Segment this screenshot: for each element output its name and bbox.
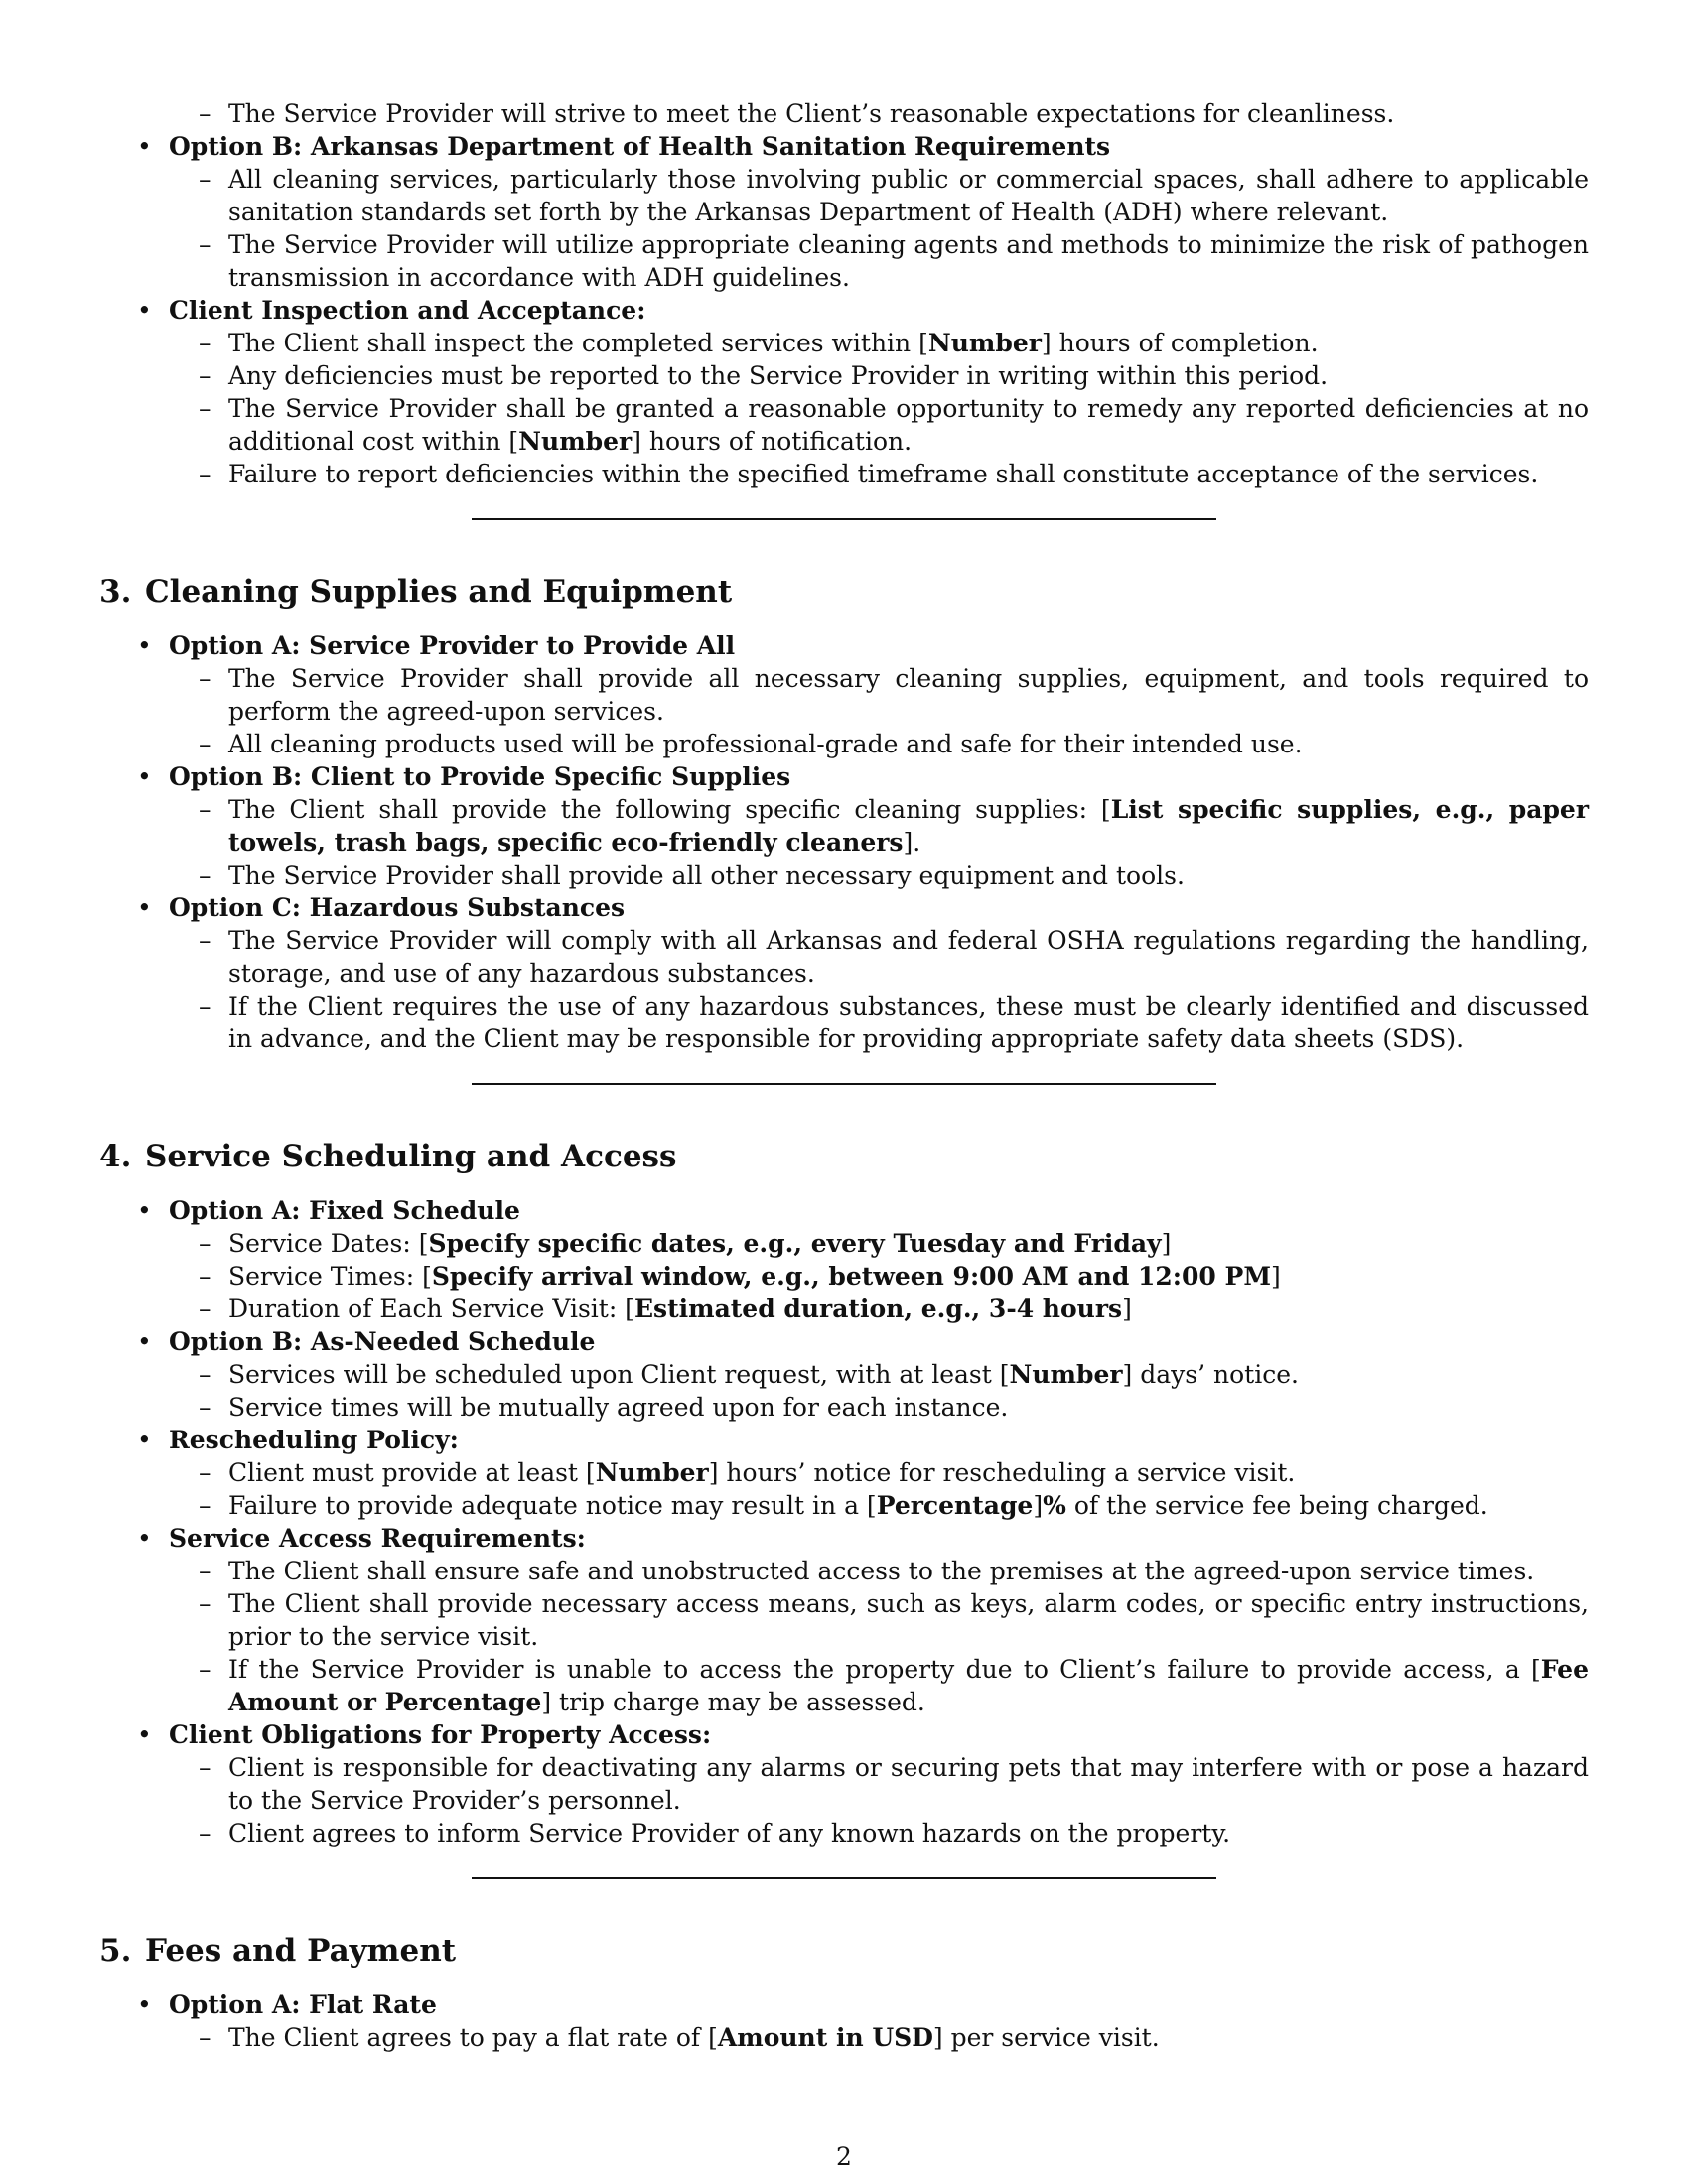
text: Service Times: [ [228,1262,432,1291]
text: If the Service Provider is unable to access the property due to Client’s failure to provide access, a [ [228,1655,1541,1684]
sub-item [99,1260,1589,1293]
sub-item [99,793,1589,859]
text: ] [1033,1491,1044,1520]
option-label: Option B: Client to Provide Specific Supplies [169,762,791,791]
text: Service times will be mutually agreed upon for each instance. [228,1393,1009,1422]
sub-item [99,1653,1589,1718]
bullet-item [99,1522,1589,1555]
text: Service Dates: [ [228,1229,429,1258]
bullet-item [99,1988,1589,2021]
sub-item [99,163,1589,228]
bullet-item [99,760,1589,793]
text: ] [1122,1295,1132,1323]
section-number: 4. [99,1139,132,1174]
sub-item [99,1293,1589,1325]
option-label: Service Access Requirements: [169,1524,586,1553]
text: ]. [903,828,921,857]
sub-item [99,662,1589,728]
text: ] hours of notification. [632,427,913,456]
sub-item [99,1817,1589,1849]
text: The Service Provider shall provide all necessary cleaning supplies, equipment, and tools required to perform the agreed-upon services. [228,664,1589,726]
sub-item [99,1489,1589,1522]
text: Client is responsible for deactivating any alarms or securing pets that may interfere with or pose a hazard to the Service Provider’s personnel. [228,1753,1589,1815]
placeholder-field: List specific supplies, e.g., paper towels, trash bags, specific eco-friendly cleaners [228,795,1590,857]
sub-item [99,327,1589,359]
placeholder-field: Amount in USD [717,2023,933,2052]
option-label: Rescheduling Policy: [169,1426,459,1454]
bullet-item [99,629,1589,662]
placeholder-field: Estimated duration, e.g., 3-4 hours [633,1295,1123,1323]
sub-item [99,859,1589,891]
placeholder-field: Number [595,1458,709,1487]
sub-item [99,458,1589,490]
text: Failure to report deficiencies within the specified timeframe shall constitute acceptance of the services. [228,460,1539,488]
sub-item [99,728,1589,760]
text: The Client shall ensure safe and unobstructed access to the premises at the agreed-upon service times. [228,1557,1535,1585]
text: The Client agrees to pay a flat rate of [ [228,2023,718,2052]
text: Duration of Each Service Visit: [ [228,1295,634,1323]
text: The Service Provider will strive to meet the Client’s reasonable expectations for cleanliness. [228,99,1395,128]
placeholder-field: Number [518,427,633,456]
page-number: 2 [836,2142,852,2171]
bullet-item [99,294,1589,327]
bullet-item [99,1718,1589,1751]
text: Services will be scheduled upon Client request, with at least [ [228,1360,1010,1389]
placeholder-field: Specify arrival window, e.g., between 9:00 AM and 12:00 PM [431,1262,1271,1291]
section-heading [99,1137,1589,1176]
option-label: Client Inspection and Acceptance: [169,296,646,325]
text: The Service Provider will utilize appropriate cleaning agents and methods to minimize the risk of pathogen transmission in accordance with ADH guidelines. [228,230,1589,292]
sub-item [99,1456,1589,1489]
bullet-item [99,1424,1589,1456]
text: of the service fee being charged. [1065,1491,1488,1520]
sub-item [99,924,1589,990]
sub-item [99,97,1589,130]
sub-item [99,2021,1589,2054]
text: Client agrees to inform Service Provider of any known hazards on the property. [228,1819,1231,1847]
option-label: Option A: Flat Rate [169,1990,437,2019]
sub-item [99,359,1589,392]
text: Failure to provide adequate notice may result in a [ [228,1491,877,1520]
section-title: Cleaning Supplies and Equipment [145,574,733,610]
sub-item [99,1751,1589,1817]
text: ] days’ notice. [1122,1360,1299,1389]
bullet-item [99,1194,1589,1227]
section-heading [99,1931,1589,1971]
placeholder-field: Number [927,329,1042,357]
text: ] [1271,1262,1281,1291]
bullet-item [99,891,1589,924]
percent-sign: % [1043,1491,1066,1520]
text: ] hours’ notice for rescheduling a service visit. [708,1458,1296,1487]
sub-item [99,392,1589,458]
placeholder-field: Specify specific dates, e.g., every Tuesday and Friday [428,1229,1162,1258]
sub-item [99,1587,1589,1653]
sub-item [99,990,1589,1055]
text: The Service Provider shall provide all other necessary equipment and tools. [228,861,1185,889]
placeholder-field: Fee Amount or Percentage [228,1655,1589,1716]
option-label: Option A: Fixed Schedule [169,1196,520,1225]
section-title: Service Scheduling and Access [145,1139,677,1174]
text: The Service Provider will comply with all Arkansas and federal OSHA regulations regarding the handling, storage, and use of any hazardous substances. [228,926,1589,988]
document-page [99,97,1589,2054]
option-label: Option A: Service Provider to Provide All [169,631,736,660]
sub-item [99,1391,1589,1424]
bullet-item [99,130,1589,163]
placeholder-field: Number [1009,1360,1123,1389]
sub-item [99,1227,1589,1260]
section-heading [99,572,1589,612]
text: All cleaning services, particularly those involving public or commercial spaces, shall adhere to applicable sanitation standards set forth by the Arkansas Department of Health (ADH) where relevant. [228,165,1589,226]
bullet-item [99,1325,1589,1358]
option-label: Option B: As-Needed Schedule [169,1327,596,1356]
text: ] [1161,1229,1172,1258]
section-divider [472,1877,1216,1879]
text: Any deficiencies must be reported to the Service Provider in writing within this period. [228,361,1329,390]
section-title: Fees and Payment [145,1933,457,1969]
text: The Service Provider shall be granted a reasonable opportunity to remedy any reported deficiencies at no additional cost within [ [228,394,1589,456]
section-divider [472,518,1216,520]
text: The Client shall provide the following specific cleaning supplies: [ [228,795,1111,824]
option-label: Option B: Arkansas Department of Health Sanitation Requirements [169,132,1111,161]
text: The Client shall inspect the completed services within [ [228,329,928,357]
text: ] hours of completion. [1041,329,1319,357]
section-divider [472,1083,1216,1085]
option-label: Option C: Hazardous Substances [169,893,626,922]
text: Client must provide at least [ [228,1458,596,1487]
sub-item [99,228,1589,294]
placeholder-field: Percentage [876,1491,1034,1520]
section-number: 5. [99,1933,132,1969]
text: The Client shall provide necessary access means, such as keys, alarm codes, or specific entry instructions, prior to the service visit. [228,1589,1589,1651]
sub-item [99,1555,1589,1587]
text: ] per service visit. [932,2023,1160,2052]
text: All cleaning products used will be professional-grade and safe for their intended use. [228,730,1303,758]
text: ] trip charge may be assessed. [541,1688,925,1716]
text: If the Client requires the use of any hazardous substances, these must be clearly identified and discussed in advance, and the Client may be responsible for providing appropriate safety data sheets (SDS). [228,992,1589,1053]
option-label: Client Obligations for Property Access: [169,1720,712,1749]
sub-item [99,1358,1589,1391]
section-number: 3. [99,574,132,610]
